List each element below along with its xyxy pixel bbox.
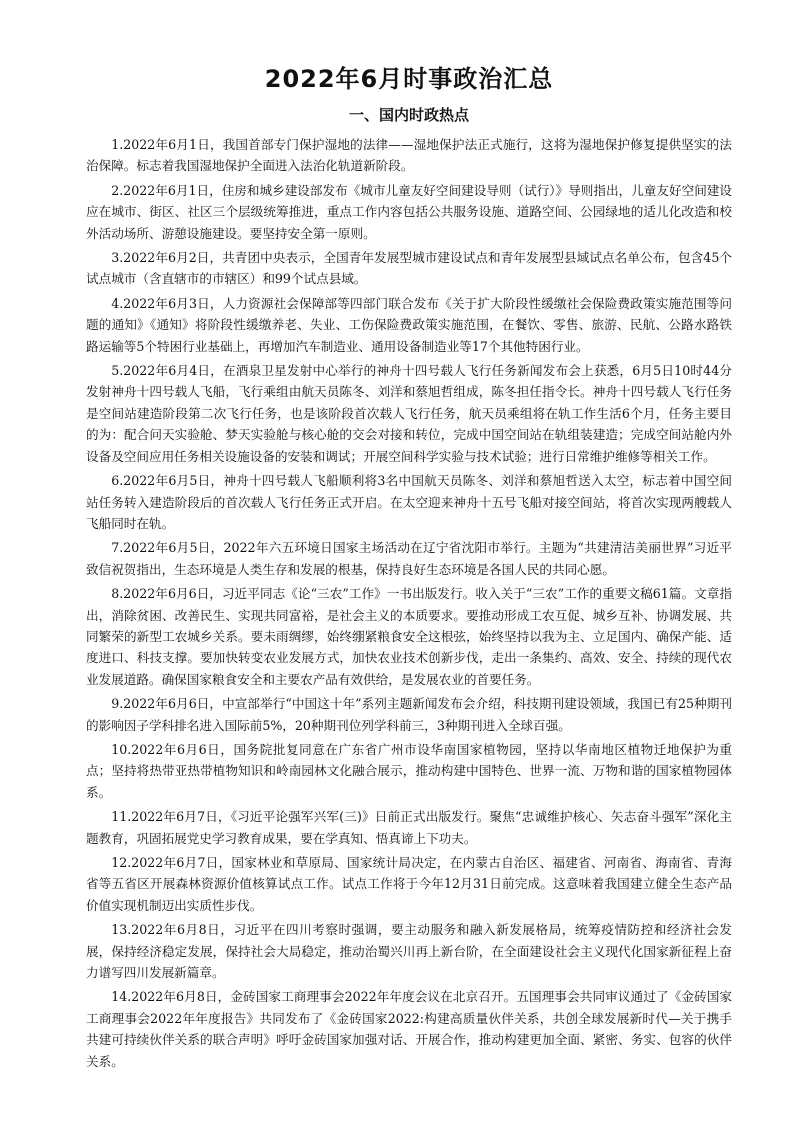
document-page — [86, 60, 732, 1075]
news-item-5: 5.2022年6月4日，在酒泉卫星发射中心举行的神舟十四号载人飞行任务新闻发布会上获悉，6月5日10时44分发射神舟十四号载人飞船，飞行乘组由航天员陈冬、刘洋和蔡旭哲组成，陈冬担任指令长。神舟十四号载人飞行任务是空间站建造阶段第二次飞行任务，也是该阶段首次载人飞行任务，航天员乘组将在轨工作生活6个月，任务主要目的为：配合问天实验舱、梦天实验舱与核心舱的交会对接和转位，完成中国空间站在轨组装建造；完成空间站舱内外设备及空间应用任务相关设施设备的安装和调试；开展空间科学实验与技术试验；进行日常维护维修等相关工作。 — [86, 363, 732, 464]
news-item-1: 1.2022年6月1日，我国首部专门保护湿地的法律——湿地保护法正式施行，这将为湿地保护修复提供坚实的法治保障。标志着我国湿地保护全面进入法治化轨道新阶段。 — [86, 137, 732, 174]
news-item-11: 11.2022年6月7日，《习近平论强军兴军(三)》日前正式出版发行。聚焦“忠诚维护核心、矢志奋斗强军”深化主题教育，巩固拓展党史学习教育成果，要在学真知、悟真谛上下功夫。 — [86, 809, 732, 846]
news-item-12: 12.2022年6月7日，国家林业和草原局、国家统计局决定，在内蒙古自治区、福建省、河南省、海南省、青海省等五省区开展森林资源价值核算试点工作。试点工作将于今年12月31日前完成。这意味着我国建立健全生态产品价值实现机制迈出实质性步伐。 — [86, 855, 732, 913]
news-item-2: 2.2022年6月1日，住房和城乡建设部发布《城市儿童友好空间建设导则（试行）》导则指出，儿童友好空间建设应在城市、街区、社区三个层级统筹推进，重点工作内容包括公共服务设施、道路空间、公园绿地的适儿化改造和校外活动场所、游憩设施建设。要坚持安全第一原则。 — [86, 182, 732, 241]
news-item-7: 7.2022年6月5日，2022年六五环境日国家主场活动在辽宁省沈阳市举行。主题为“共建清洁美丽世界”习近平致信祝贺指出，生态环境是人类生存和发展的根基，保持良好生态环境是各国人民的共同心愿。 — [86, 540, 732, 577]
document-title: 2022年6月时事政治汇总 — [264, 65, 554, 93]
news-item-4: 4.2022年6月3日，人力资源社会保障部等四部门联合发布《关于扩大阶段性缓缴社会保险费政策实施范围等问题的通知》《通知》将阶段性缓缴养老、失业、工伤保险费政策实施范围，在餐饮、零售、旅游、民航、公路水路铁路运输等5个特困行业基础上，再增加汽车制造业、通用设备制造业等17个其他特困行业。 — [86, 295, 732, 354]
news-item-9: 9.2022年6月6日，中宣部举行“中国这十年”系列主题新闻发布会介绍，科技期刊建设领域，我国已有25种期刊的影响因子学科排名进入国际前5%，20种期刊位列学科前三，3种期刊进入全球百强。 — [86, 696, 732, 733]
news-item-8: 8.2022年6月6日，习近平同志《论“三农”工作》一书出版发行。收入关于“三农”工作的重要文稿61篇。文章指出，消除贫困、改善民生、实现共同富裕，是社会主义的本质要求。要推动形成工农互促、城乡互补、协调发展、共同繁荣的新型工农城乡关系。要未雨绸缪，始终绷紧粮食安全这根弦，始终坚持以我为主、立足国内、确保产能、适度进口、科技支撑。要加快转变农业发展方式，加快农业技术创新步伐，走出一条集约、高效、安全、持续的现代农业发展道路。确保国家粮食安全和主要农产品有效供给，是发展农业的首要任务。 — [86, 586, 732, 687]
news-item-13: 13.2022年6月8日，习近平在四川考察时强调，要主动服务和融入新发展格局，统筹疫情防控和经济社会发展，保持经济稳定发展，保持社会大局稳定，推动治蜀兴川再上新台阶，在全面建设社会主义现代化国家新征程上奋力谱写四川发展新篇章。 — [86, 922, 732, 981]
news-item-6: 6.2022年6月5日，神舟十四号载人飞船顺利将3名中国航天员陈冬、刘洋和蔡旭哲送入太空，标志着中国空间站任务转入建造阶段后的首次载人飞行任务正式开启。在太空迎来神舟十五号飞船对接空间站，将首次实现两艘载人飞船同时在轨。 — [86, 473, 732, 531]
section-title: 一、国内时政热点 — [348, 106, 469, 124]
news-item-10: 10.2022年6月6日，国务院批复同意在广东省广州市设华南国家植物园，坚持以华南地区植物迁地保护为重点；坚持将热带亚热带植物知识和岭南园林文化融合展示，推动构建中国特色、世界一流、万物和谐的国家植物园体系。 — [86, 741, 732, 800]
news-list — [86, 134, 732, 1072]
news-item-3: 3.2022年6月2日，共青团中央表示，全国青年发展型城市建设试点和青年发展型县域试点名单公布，包含45个试点城市（含直辖市的市辖区）和99个试点县域。 — [86, 250, 732, 287]
news-item-14: 14.2022年6月8日，金砖国家工商理事会2022年年度会议在北京召开。五国理事会共同审议通过了《金砖国家工商理事会2022年年度报告》共同发布了《金砖国家2022:构建高质量伙伴关系，共创全球发展新时代—关于携手共建可持续伙伴关系的联合声明》呼吁金砖国家加强对话、开展合作，推动构建更加全面、紧密、务实、包容的伙伴关系。 — [86, 989, 732, 1069]
